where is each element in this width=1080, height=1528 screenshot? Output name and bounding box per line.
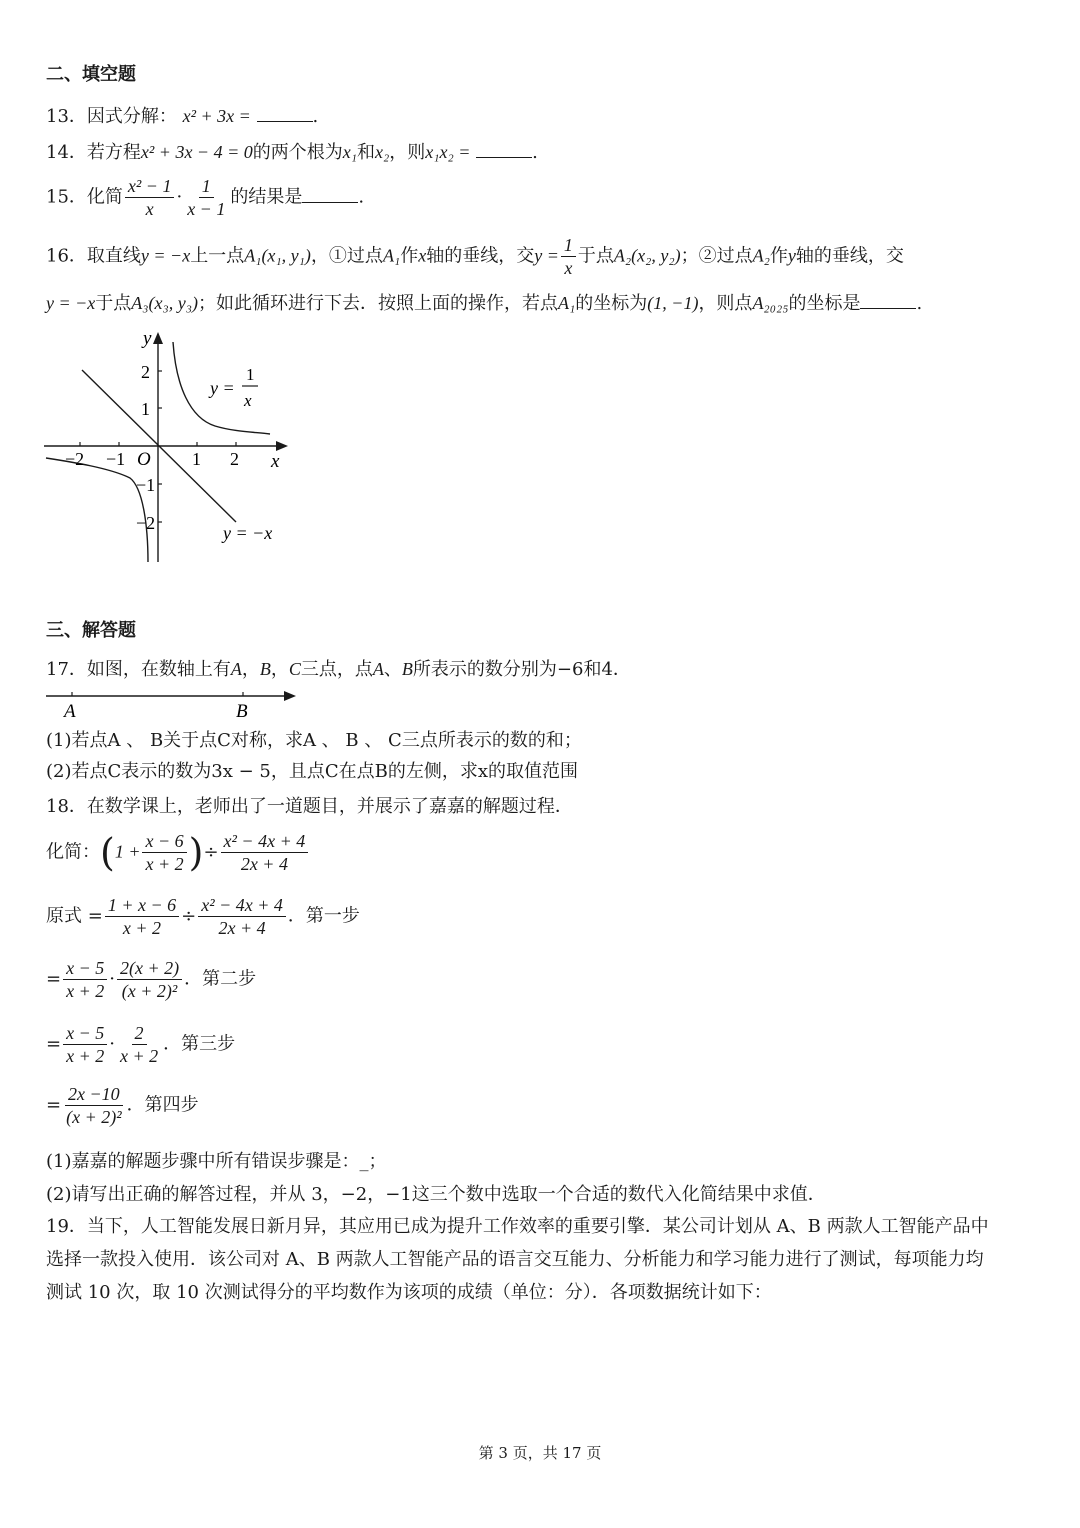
q16-text: 的坐标是 <box>788 293 861 314</box>
question-14 <box>46 139 538 165</box>
answer-blank <box>257 103 313 122</box>
numerator: 1 + x − 6 <box>105 894 179 917</box>
point-a1-label: A₁ <box>558 293 576 313</box>
q16-text: 作 <box>400 245 419 267</box>
multiply-dot: · <box>109 1033 115 1055</box>
numerator: 2x −10 <box>65 1083 123 1106</box>
q15-fraction-1 <box>125 175 175 220</box>
q16-text: 上一点 <box>190 245 245 267</box>
q17-part-1: (1)若点A 、 B关于点C对称，求A 、 B 、 C三点所表示的数的和； <box>46 730 582 751</box>
q18-simplify-label: 化简： <box>46 841 100 863</box>
section-title-fill-blank: 二、填空题 <box>46 64 136 85</box>
q16-text: 于点 <box>577 245 614 267</box>
denominator: x <box>145 199 154 219</box>
step-label: ．第二步 <box>184 968 257 990</box>
x-axis-arrow <box>276 441 288 451</box>
q16-text: ；如此循环进行下去．按照上面的操作，若点 <box>198 293 559 314</box>
curve-fraction <box>561 234 576 279</box>
y-tick-label: −2 <box>136 513 156 533</box>
equals-sign: = <box>46 968 62 990</box>
q17-text: 所表示的数分别为−6和4． <box>412 659 631 680</box>
q18-part-1: (1)嘉嘉的解题步骤中所有错误步骤是：_； <box>46 1151 387 1172</box>
q15-end: . <box>358 186 365 208</box>
function-graph <box>40 326 300 570</box>
fraction <box>63 1022 107 1067</box>
q16-text: 于点 <box>95 293 132 314</box>
fraction <box>117 1022 161 1067</box>
q18-part-2: (2)请写出正确的解答过程，并从 3，−2，−1这三个数中选取一个合适的数代入化简结果中求值． <box>46 1184 826 1205</box>
point-c: C <box>288 659 301 679</box>
line-equation: y = −x <box>46 293 96 313</box>
line-label: y = −x <box>223 523 273 543</box>
q14-label: 14．若方程 <box>46 142 141 163</box>
point-b: B <box>259 659 271 679</box>
q16-text: ，则点 <box>698 293 753 314</box>
step-label: ．第一步 <box>287 905 360 927</box>
point-a2: A₂(x₂, y₂) <box>613 245 681 266</box>
point-a: A <box>230 659 242 679</box>
q14-end: . <box>532 142 538 163</box>
q18-step-3 <box>46 1022 235 1067</box>
q17-text: ， <box>270 659 289 680</box>
fraction <box>63 957 107 1002</box>
q18-step-1 <box>46 894 360 939</box>
x-tick-label: 1 <box>192 449 201 469</box>
answer-blank <box>860 290 916 309</box>
q16-end: . <box>916 293 923 314</box>
point-a1-label: A₁ <box>382 245 401 266</box>
question-19-line-2: 选择一款投入使用．该公司对 A、B 两款人工智能产品的语言交互能力、分析能力和学习能力进行了测试，每项能力均 <box>46 1249 984 1270</box>
section-title-solve: 三、解答题 <box>46 620 136 641</box>
q13-label: 13．因式分解： <box>46 106 177 127</box>
q16-text: 作 <box>769 245 788 267</box>
divide-sign: ÷ <box>181 905 197 927</box>
q16-text: ；②过点 <box>680 245 753 267</box>
origin-label: O <box>137 449 151 470</box>
y-tick-label: 1 <box>141 399 150 419</box>
q14-text: 的两个根为 <box>252 142 343 163</box>
y-axis-label: y <box>143 328 152 349</box>
q15-text: 的结果是 <box>230 186 303 208</box>
q15-fraction-2 <box>184 175 228 220</box>
multiply-dot: · <box>109 968 115 990</box>
answer-blank <box>476 139 532 158</box>
q14-product: x₁x₂ = <box>425 142 471 162</box>
denominator: (x + 2)² <box>121 981 178 1001</box>
denominator: x + 2 <box>122 918 162 938</box>
curve-label-lhs: y = <box>210 378 235 398</box>
q16-text: 轴的垂线，交 <box>426 245 535 267</box>
x-tick-label: 2 <box>230 449 239 469</box>
y-tick-label: −1 <box>136 475 156 495</box>
fraction <box>63 1083 125 1128</box>
line-equation: y = −x <box>140 245 191 266</box>
equals-sign: = <box>46 1094 62 1116</box>
q18-step-2 <box>46 957 256 1002</box>
q16-text: ，①过点 <box>310 245 383 267</box>
q16-text: 轴的垂线，交 <box>795 245 904 267</box>
y-tick-label: 2 <box>141 362 150 382</box>
question-16-line-1 <box>46 234 904 279</box>
q15-label: 15．化简 <box>46 186 123 208</box>
curve-equation-lhs: y = <box>534 245 559 266</box>
numerator: x² − 4x + 4 <box>198 894 286 917</box>
denominator: x + 2 <box>66 1046 105 1066</box>
equals-sign: = <box>46 1033 62 1055</box>
numerator: x − 6 <box>142 830 186 853</box>
denominator: x − 1 <box>187 199 226 219</box>
numerator: 1 <box>199 175 214 198</box>
question-19-line-3: 测试 10 次，取 10 次测试得分的平均数作为该项的成绩（单位：分）．各项数据统计如下： <box>46 1282 772 1303</box>
denominator: (x + 2)² <box>66 1107 122 1127</box>
fraction <box>221 830 309 875</box>
page-footer: 第 3 页，共 17 页 <box>478 1444 602 1462</box>
step-label: ．第三步 <box>163 1033 236 1055</box>
question-17 <box>46 657 631 682</box>
q13-expression: x² + 3x = <box>182 106 251 126</box>
q16-label: 16．取直线 <box>46 245 141 267</box>
hyperbola-branch-2 <box>46 458 148 562</box>
y-axis-arrow <box>153 332 163 344</box>
question-15 <box>46 175 364 220</box>
multiply-dot: · <box>176 186 183 208</box>
step-label: ．第四步 <box>126 1094 199 1116</box>
a1-coordinate: (1, −1) <box>647 293 699 313</box>
x-var: x <box>418 245 427 266</box>
answer-blank <box>302 184 358 203</box>
fraction <box>142 830 186 875</box>
curve-label-denominator: x <box>244 391 252 410</box>
right-paren: ) <box>188 830 204 875</box>
q18-simplify-expression <box>46 830 310 875</box>
fraction <box>198 894 286 939</box>
one-plus: 1 + <box>114 841 141 862</box>
question-16-line-2 <box>46 290 922 316</box>
q16-text: 的坐标为 <box>575 293 648 314</box>
q14-x2: x₂ <box>374 142 390 162</box>
numerator: x² − 1 <box>125 175 175 198</box>
question-19-line-1: 19．当下，人工智能发展日新月异，其应用已成为提升工作效率的重要引擎．某公司计划从 A、B 两款人工智能产品中 <box>46 1216 989 1237</box>
point-b: B <box>401 659 413 679</box>
numerator: 2 <box>132 1022 147 1045</box>
point-a1: A₁(x₁, y₁) <box>244 245 311 266</box>
q17-part-2: (2)若点C表示的数为3x − 5，且点C在点B的左侧，求x的取值范围 <box>46 761 578 782</box>
q17-text: 、 <box>383 659 402 680</box>
denominator: x + 2 <box>145 854 184 874</box>
q17-text: ， <box>241 659 260 680</box>
point-a2-label: A₂ <box>752 245 770 266</box>
q17-label: 17．如图，在数轴上有 <box>46 659 231 680</box>
numerator: x − 5 <box>63 1022 107 1045</box>
denominator: x + 2 <box>119 1046 159 1066</box>
divide-sign: ÷ <box>203 841 219 863</box>
fraction <box>117 957 182 1002</box>
q17-text: 三点，点 <box>300 659 373 680</box>
number-line <box>44 686 304 720</box>
question-18: 18．在数学课上，老师出了一道题目，并展示了嘉嘉的解题过程． <box>46 796 573 817</box>
denominator: x <box>564 258 573 278</box>
q18-step-4 <box>46 1083 199 1128</box>
left-paren: ( <box>100 830 115 875</box>
numerator: 1 <box>561 234 576 257</box>
curve-label-numerator: 1 <box>246 365 255 384</box>
point-a: A <box>372 659 384 679</box>
numerator: 2(x + 2) <box>117 957 182 980</box>
x-tick-label: −2 <box>65 449 85 469</box>
q14-equation: x² + 3x − 4 = 0 <box>140 142 253 162</box>
point-a2025-label: A₂₀₂₅ <box>752 293 789 313</box>
numerator: x − 5 <box>63 957 107 980</box>
x-tick-label: −1 <box>106 449 126 469</box>
denominator: 2x + 4 <box>218 918 266 938</box>
number-line-label-b: B <box>236 701 248 720</box>
x-axis-label: x <box>271 451 280 472</box>
q13-end: . <box>312 106 319 127</box>
denominator: 2x + 4 <box>240 854 288 874</box>
point-a3: A₃(x₃, y₃) <box>131 293 199 313</box>
number-line-label-a: A <box>64 701 76 720</box>
numerator: x² − 4x + 4 <box>221 830 309 853</box>
q14-x1: x₁ <box>342 142 357 162</box>
y-var: y <box>787 245 796 266</box>
number-line-arrow <box>284 691 296 701</box>
question-13 <box>46 103 318 129</box>
q14-text-and: 和 <box>356 142 375 163</box>
fraction <box>105 894 179 939</box>
original-label: 原式 = <box>46 905 103 927</box>
q14-text-then: ，则 <box>389 142 426 163</box>
denominator: x + 2 <box>66 981 105 1001</box>
